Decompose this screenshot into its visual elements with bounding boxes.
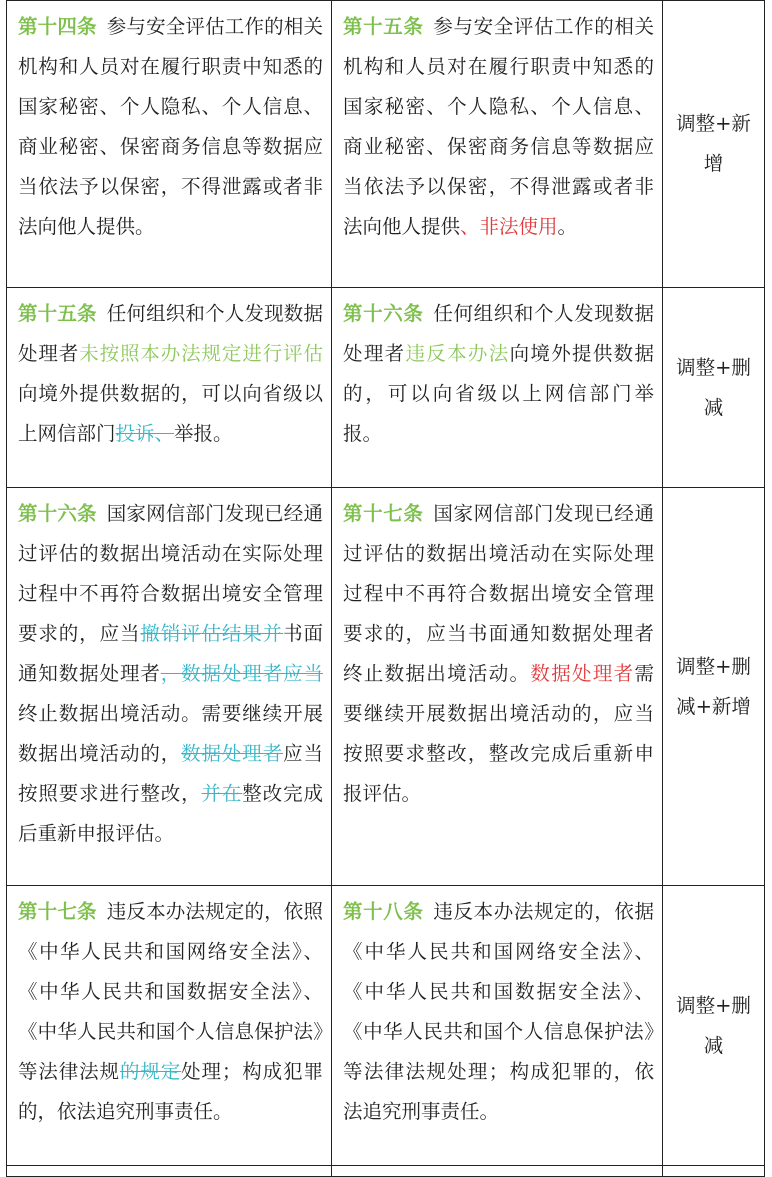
empty-cell: [7, 1166, 332, 1177]
table-row: [7, 1166, 765, 1177]
deleted-text: 数据处理者: [181, 742, 284, 765]
new-article-cell: [332, 288, 663, 488]
change-note-cell: 调整+删减+新增: [663, 488, 765, 886]
modified-text: 违反本办法: [405, 342, 510, 365]
article-text: 参与安全评估工作的相关机构和人员对在履行职责中知悉的国家秘密、个人隐私、个人信息、商业秘密、保密商务信息等数据应当依法予以保密，不得泄露或者非法向他人提供。: [18, 15, 323, 238]
deleted-text: 投诉、: [115, 422, 175, 445]
new-article-cell: [332, 1, 663, 288]
added-text: 、非法使用: [460, 215, 558, 238]
change-note-cell: 调整+删减: [663, 886, 765, 1166]
deleted-text: ，数据处理者应当: [160, 662, 323, 685]
table-row: [7, 488, 765, 886]
change-note-cell: 调整+删减: [663, 288, 765, 488]
article-text: 任何组织和个人发现数据处理者: [18, 302, 323, 365]
article-text: 国家网信部门发现已经通过评估的数据出境活动在实际处理过程中不再符合数据出境安全管理要求的，应当书面通知数据处理者终止数据出境活动。: [343, 502, 654, 685]
article-text: 需要继续开展数据出境活动的，应当按照要求整改，整改完成后重新申报评估。: [343, 662, 654, 805]
deleted-text: 并在: [201, 782, 243, 805]
comparison-table: [6, 0, 765, 1177]
old-article-cell: [7, 488, 332, 886]
old-article-cell: [7, 1, 332, 288]
table-row: [7, 886, 765, 1166]
article-text: 处理；构成犯罪的，依法追究刑事责任。: [18, 1060, 323, 1123]
article-number: 第十八条: [343, 900, 424, 923]
empty-cell: [332, 1166, 663, 1177]
article-text: 向境外提供数据的，可以向省级以上网信部门举报。: [343, 342, 654, 445]
old-article-cell: [7, 288, 332, 488]
modified-text: 未按照本办法规定进行评估: [79, 342, 323, 365]
article-number: 第十六条: [18, 502, 97, 525]
article-text: 任何组织和个人发现数据处理者: [343, 302, 654, 365]
table-row: [7, 1, 765, 288]
deleted-text: 撤销评估结果并: [140, 622, 284, 645]
article-text: 终止数据出境活动。需要继续开展数据出境活动的，: [18, 702, 323, 765]
article-text: 书面通知数据处理者: [18, 622, 323, 685]
deleted-text: 的规定: [119, 1060, 182, 1083]
change-note-cell: 调整+新增: [663, 1, 765, 288]
article-text: 向境外提供数据的，可以向省级以上网信部门: [18, 382, 323, 445]
article-text: 参与安全评估工作的相关机构和人员对在履行职责中知悉的国家秘密、个人隐私、个人信息、商业秘密、保密商务信息等数据应当依法予以保密，不得泄露或者非法向他人提供: [343, 15, 654, 238]
old-article-cell: [7, 886, 332, 1166]
article-number: 第十四条: [18, 15, 97, 38]
new-article-cell: [332, 886, 663, 1166]
article-number: 第十七条: [18, 900, 97, 923]
article-text: 应当按照要求进行整改，: [18, 742, 323, 805]
article-text: 违反本办法规定的，依据《中华人民共和国网络安全法》、《中华人民共和国数据安全法》、《中华人民共和国个人信息保护法》等法律法规处理；构成犯罪的，依法追究刑事责任。: [343, 900, 654, 1123]
article-text: 举报。: [174, 422, 233, 445]
article-number: 第十七条: [343, 502, 424, 525]
article-number: 第十六条: [343, 302, 424, 325]
table-row: [7, 288, 765, 488]
article-number: 第十五条: [343, 15, 424, 38]
empty-cell: [663, 1166, 765, 1177]
article-text: 。: [557, 215, 578, 238]
article-text: 违反本办法规定的，依照《中华人民共和国网络安全法》、《中华人民共和国数据安全法》、《中华人民共和国个人信息保护法》等法律法规: [18, 900, 323, 1083]
article-text: 整改完成后重新申报评估。: [18, 782, 323, 845]
article-text: 国家网信部门发现已经通过评估的数据出境活动在实际处理过程中不再符合数据出境安全管理要求的，应当: [18, 502, 323, 645]
article-number: 第十五条: [18, 302, 97, 325]
added-text: 数据处理者: [530, 662, 635, 685]
comparison-table-body: [7, 1, 765, 1177]
new-article-cell: [332, 488, 663, 886]
